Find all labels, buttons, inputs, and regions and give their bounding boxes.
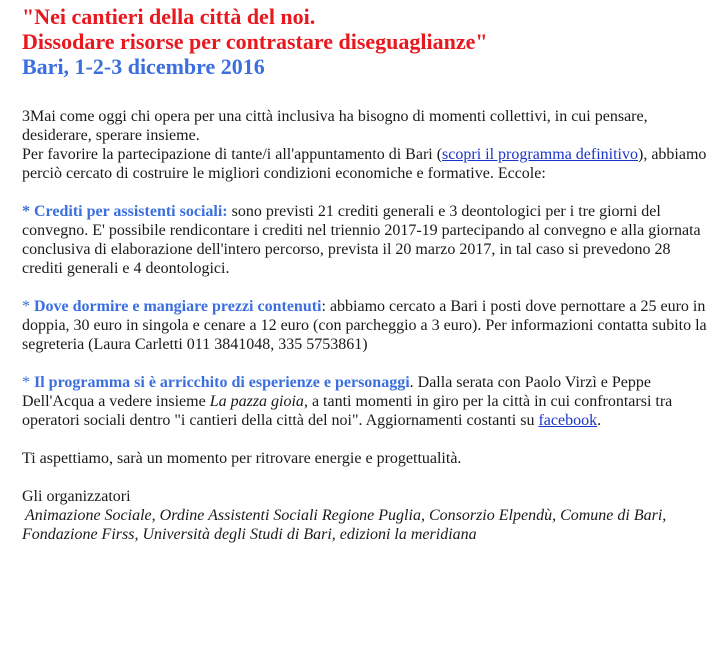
intro-paragraph — [22, 107, 714, 145]
article-body — [22, 107, 714, 544]
organizers-list: Animazione Sociale, Ordine Assistenti Sociali Regione Puglia, Consorzio Elpendù, Comune di Bari, Fondazione Firss, Università degli Studi di Bari, edizioni la meridiana — [22, 507, 667, 543]
programma-text-before: . Dalla serata con Paolo Virzì e Peppe Dell'Acqua a vedere insieme — [22, 374, 651, 410]
programma-asterisk: * — [22, 374, 34, 391]
facebook-link[interactable]: facebook — [538, 412, 598, 429]
intro-paragraph-2 — [22, 145, 714, 183]
dormire-paragraph — [22, 297, 714, 354]
intro-text-after-link: ), abbiamo perciò cercato di costruire le migliori condizioni economiche e formative. Eccole: — [22, 146, 707, 182]
crediti-heading: * Crediti per assistenti sociali: — [22, 203, 228, 220]
film-title: La pazza gioia — [209, 393, 304, 410]
title-line-2: Dissodare risorse per contrastare diseguaglianze" — [22, 29, 488, 54]
title-dates: Bari, 1-2-3 dicembre 2016 — [22, 54, 265, 79]
title-line-1: "Nei cantieri della città del noi. — [22, 4, 316, 29]
crediti-paragraph — [22, 202, 714, 278]
dormire-text: : abbiamo cercato a Bari i posti dove pernottare a 25 euro in doppia, 30 euro in singola e cenare a 12 euro (con parcheggio a 3 euro). Per informazioni contatta subito la segreteria (Laura Carletti 011 3841048, 335 5753861) — [22, 298, 707, 353]
closing-text: Ti aspettiamo, sarà un momento per ritrovare energie e progettualità. — [22, 450, 462, 467]
programma-paragraph — [22, 373, 714, 430]
organizers-block — [22, 487, 714, 544]
page-title — [22, 4, 714, 79]
program-link[interactable]: scopri il programma definitivo — [442, 146, 638, 163]
closing-paragraph — [22, 449, 714, 468]
dormire-heading: Dove dormire e mangiare prezzi contenuti — [34, 298, 322, 315]
programma-heading: Il programma si è arricchito di esperienze e personaggi — [34, 374, 410, 391]
programma-text-after: . — [597, 412, 602, 429]
organizers-label: Gli organizzatori — [22, 488, 131, 505]
intro-text-before-link: Per favorire la partecipazione di tante/i all'appuntamento di Bari ( — [22, 146, 443, 163]
crediti-text: sono previsti 21 crediti generali e 3 deontologici per i tre giorni del convegno. E' possibile rendicontare i crediti nel triennio 2017-19 partecipando al convegno e alla giornata conclusiva di elaborazione dell'intero percorso, prevista il 20 marzo 2017, in tal caso si prevedono 28 crediti generali e 4 deontologici. — [22, 203, 701, 277]
programma-text-middle: , a tanti momenti in giro per la città in cui confrontarsi tra operatori sociali dentro "i cantieri della città del noi". Aggiornamenti costanti su — [22, 393, 673, 429]
dormire-asterisk: * — [22, 298, 34, 315]
intro-text: 3Mai come oggi chi opera per una città inclusiva ha bisogno di momenti collettivi, in cui pensare, desiderare, sperare insieme. — [22, 108, 648, 144]
